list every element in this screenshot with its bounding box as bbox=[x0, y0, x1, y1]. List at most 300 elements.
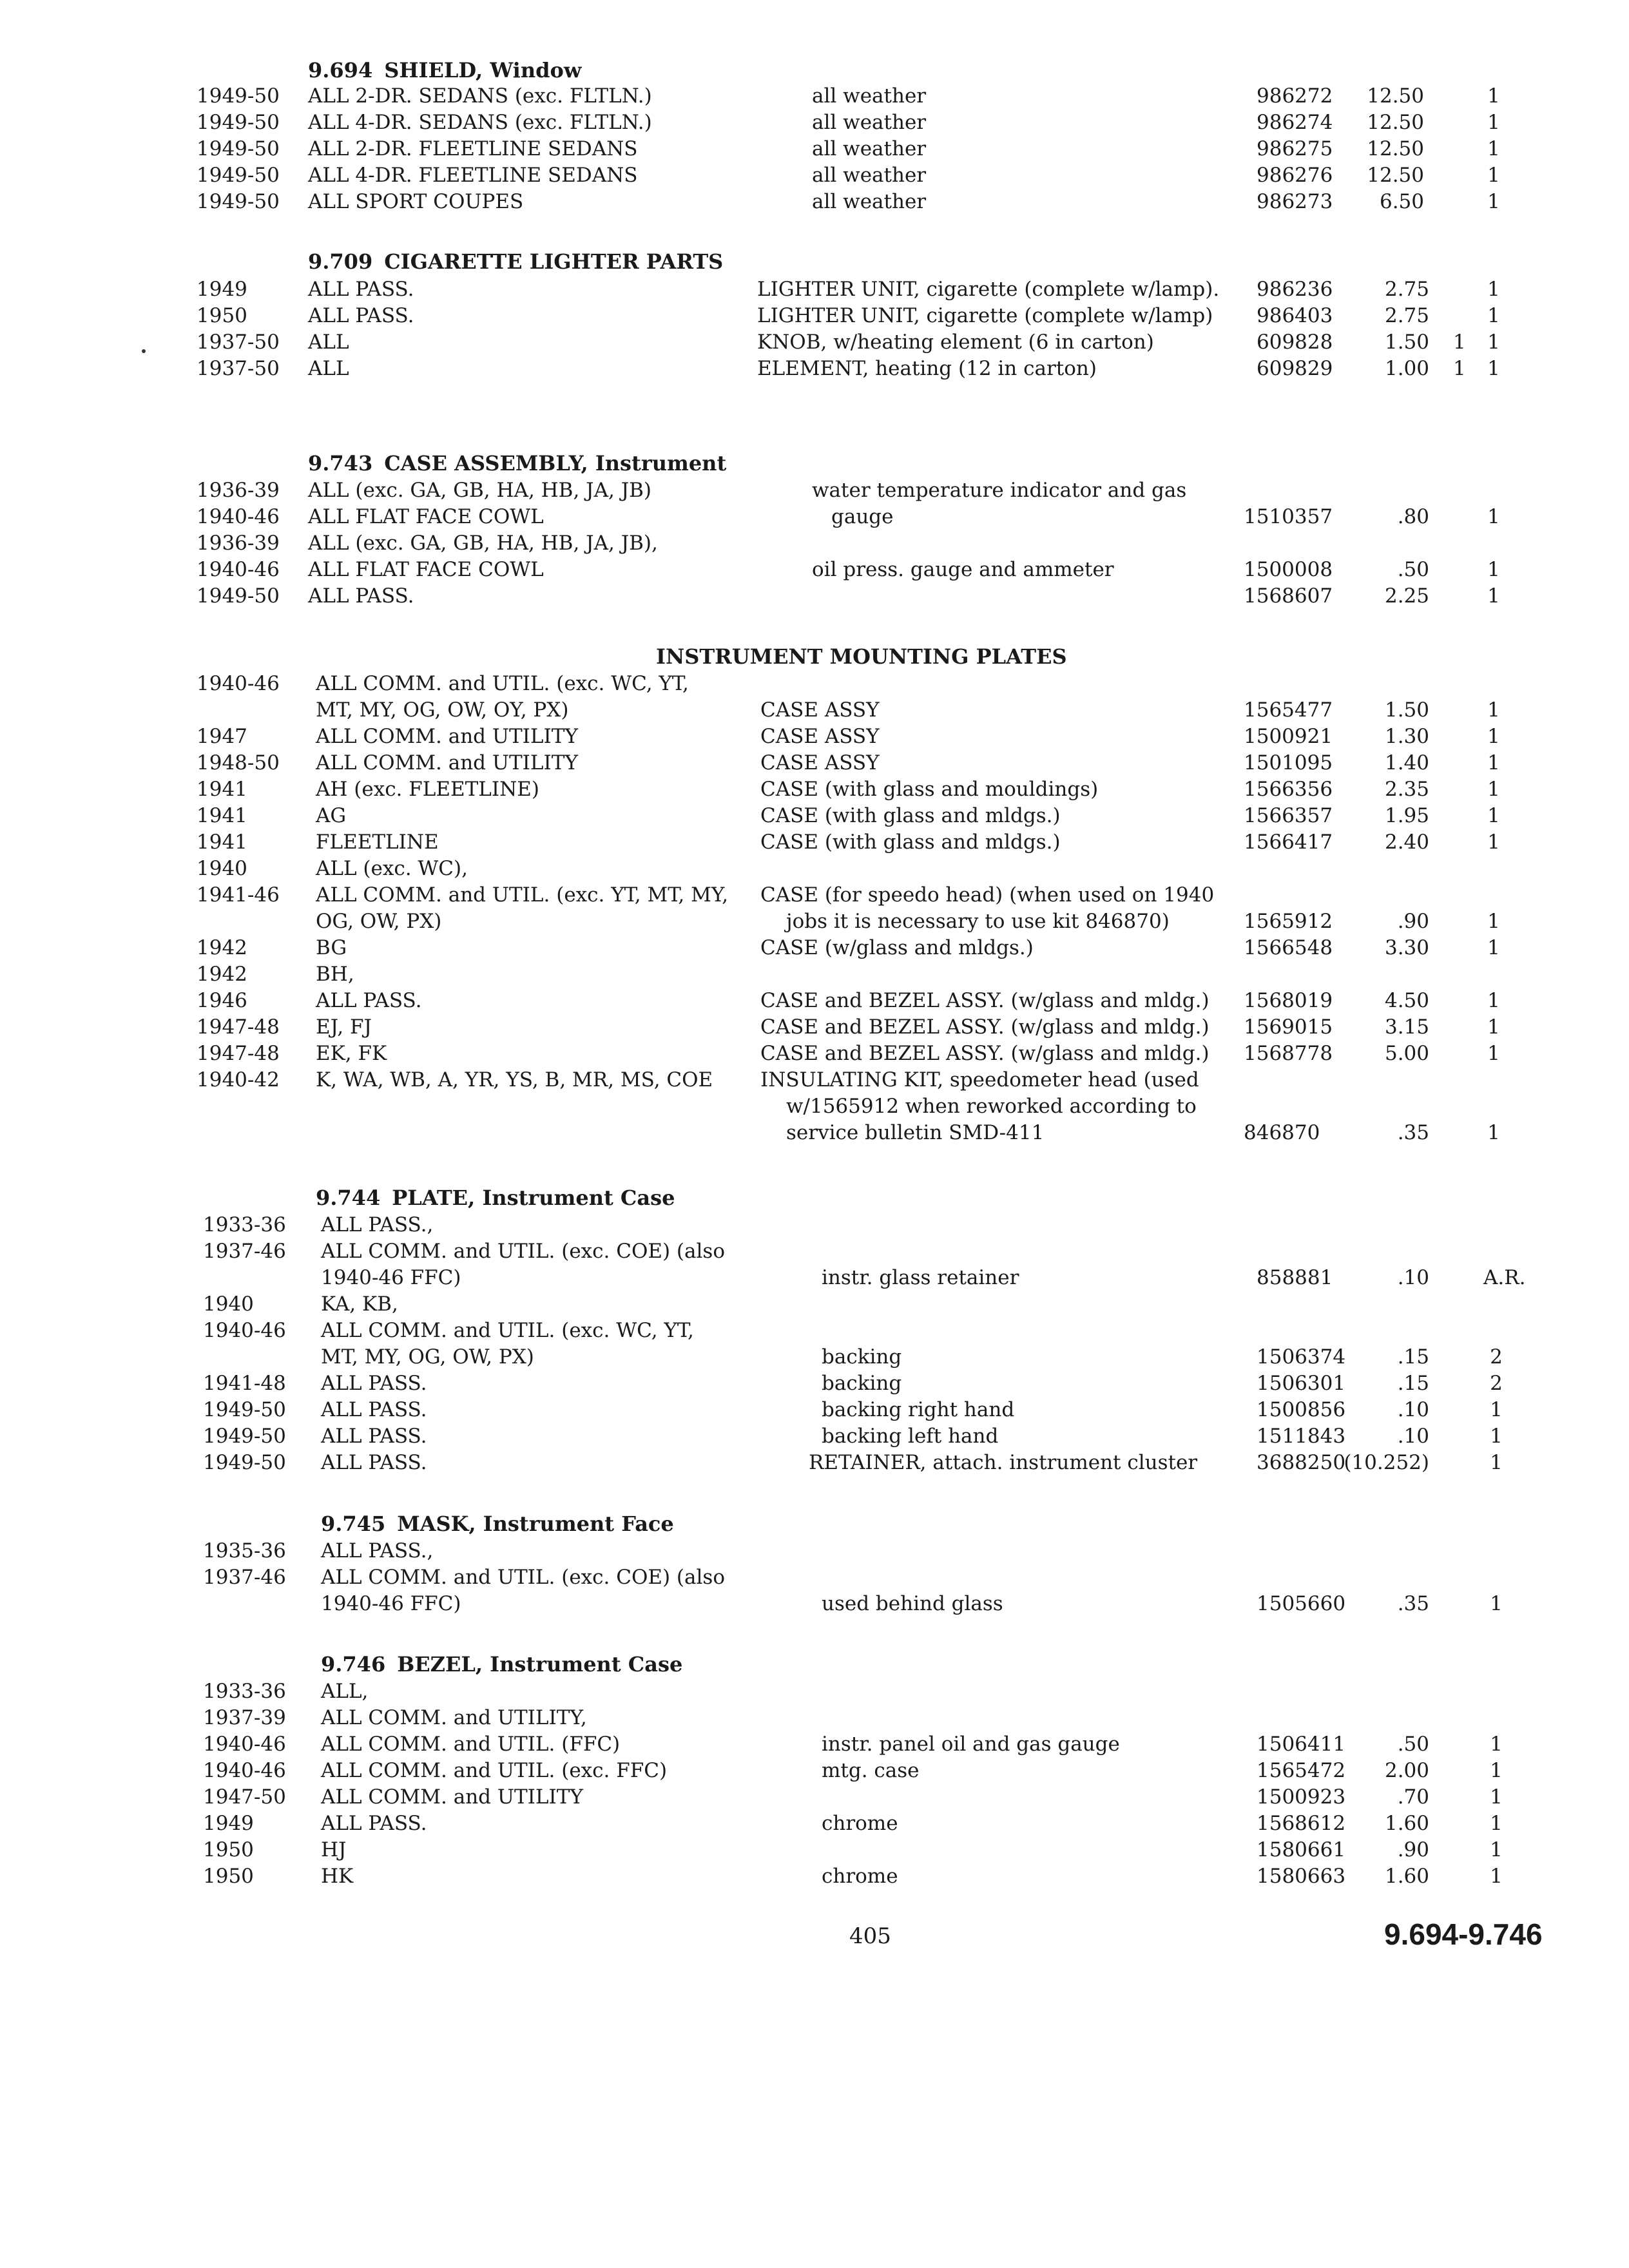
year-range: 1949-50 bbox=[203, 1398, 286, 1421]
list-price: 2.75 bbox=[1384, 278, 1429, 301]
part-number: 1506301 bbox=[1257, 1372, 1346, 1395]
application: ALL COMM. and UTIL. (exc. WC, YT, bbox=[321, 1319, 694, 1342]
parts-row bbox=[0, 477, 1629, 504]
quantity: 1 bbox=[1490, 1425, 1503, 1448]
parts-row bbox=[0, 302, 1629, 329]
year-range: 1946 bbox=[197, 989, 247, 1012]
parts-row bbox=[0, 1449, 1629, 1476]
part-number: 1505660 bbox=[1257, 1592, 1346, 1615]
parts-row bbox=[0, 1264, 1629, 1291]
parts-row bbox=[0, 556, 1629, 583]
list-price: .10 bbox=[1397, 1425, 1429, 1448]
year-range: 1937-46 bbox=[203, 1566, 286, 1589]
parts-row bbox=[0, 829, 1629, 856]
part-number: 1568612 bbox=[1257, 1812, 1346, 1835]
year-range: 1950 bbox=[203, 1838, 254, 1861]
description: water temperature indicator and gas bbox=[812, 479, 1187, 502]
quantity: 1 bbox=[1487, 751, 1500, 774]
list-price: .90 bbox=[1397, 910, 1429, 933]
application: ALL 4-DR. SEDANS (exc. FLTLN.) bbox=[308, 111, 652, 134]
list-price: 1.00 bbox=[1384, 357, 1429, 380]
description: backing left hand bbox=[822, 1425, 999, 1448]
list-price: 12.50 bbox=[1367, 84, 1424, 108]
parts-row bbox=[0, 582, 1629, 610]
list-price: 1.50 bbox=[1384, 698, 1429, 722]
description: INSULATING KIT, speedometer head (used bbox=[760, 1068, 1199, 1091]
parts-row bbox=[0, 1836, 1629, 1863]
application: ALL 4-DR. FLEETLINE SEDANS bbox=[308, 164, 638, 187]
parts-row bbox=[0, 881, 1629, 908]
list-price: 5.00 bbox=[1384, 1042, 1429, 1065]
section-heading bbox=[308, 249, 723, 274]
year-range: 1940-46 bbox=[203, 1733, 286, 1756]
part-number: 986273 bbox=[1257, 190, 1333, 213]
application: FLEETLINE bbox=[316, 831, 439, 854]
application: ALL COMM. and UTIL. (FFC) bbox=[321, 1733, 621, 1756]
part-number: 1500923 bbox=[1257, 1785, 1346, 1809]
section-title: PLATE, Instrument Case bbox=[392, 1186, 675, 1210]
year-range: 1948-50 bbox=[197, 751, 280, 774]
application: ALL PASS. bbox=[308, 584, 414, 608]
quantity: 2 bbox=[1490, 1372, 1503, 1395]
part-number: 986276 bbox=[1257, 164, 1333, 187]
description: instr. glass retainer bbox=[822, 1266, 1019, 1289]
application: ALL 2-DR. FLEETLINE SEDANS bbox=[308, 137, 638, 160]
quantity: 1 bbox=[1490, 1592, 1503, 1615]
parts-row bbox=[0, 530, 1629, 557]
part-number: 986275 bbox=[1257, 137, 1333, 160]
quantity: 1 bbox=[1487, 331, 1500, 354]
application: ALL COMM. and UTIL. (exc. WC, YT, bbox=[316, 672, 689, 695]
part-number: 986403 bbox=[1257, 304, 1333, 327]
part-number: 1566357 bbox=[1244, 804, 1333, 827]
year-range: 1942 bbox=[197, 963, 247, 986]
list-price: 2.40 bbox=[1384, 831, 1429, 854]
year-range: 1940-46 bbox=[197, 672, 280, 695]
quantity: 1 bbox=[1487, 190, 1500, 213]
parts-row bbox=[0, 1317, 1629, 1344]
parts-row bbox=[0, 355, 1629, 382]
quantity: 1 bbox=[1487, 304, 1500, 327]
quantity: 1 bbox=[1490, 1733, 1503, 1756]
quantity: 1 bbox=[1487, 725, 1500, 748]
section-heading bbox=[316, 1186, 675, 1210]
list-price: (10.252) bbox=[1344, 1451, 1429, 1474]
quantity: 1 bbox=[1487, 804, 1500, 827]
parts-row bbox=[0, 1423, 1629, 1450]
parts-row bbox=[0, 987, 1629, 1014]
application: ALL (exc. GA, GB, HA, HB, JA, JB), bbox=[308, 532, 658, 555]
application: 1940-46 FFC) bbox=[321, 1592, 461, 1615]
parts-row bbox=[0, 1537, 1629, 1564]
part-number: 1510357 bbox=[1244, 505, 1333, 528]
year-range: 1937-39 bbox=[203, 1706, 286, 1729]
year-range: 1949 bbox=[197, 278, 247, 301]
part-number: 1566356 bbox=[1244, 778, 1333, 801]
year-range: 1935-36 bbox=[203, 1539, 286, 1562]
parts-row bbox=[0, 723, 1629, 750]
application: ALL PASS. bbox=[321, 1425, 427, 1448]
parts-row bbox=[0, 1810, 1629, 1837]
year-range: 1940 bbox=[197, 857, 247, 880]
year-range: 1949-50 bbox=[197, 584, 280, 608]
description: jobs it is necessary to use kit 846870) bbox=[786, 910, 1170, 933]
parts-row bbox=[0, 961, 1629, 988]
list-price: 1.60 bbox=[1384, 1865, 1429, 1888]
year-range: 1947 bbox=[197, 725, 247, 748]
application: ALL SPORT COUPES bbox=[308, 190, 524, 213]
list-price: 6.50 bbox=[1379, 190, 1424, 213]
section-heading bbox=[308, 451, 726, 476]
quantity: 1 bbox=[1487, 1042, 1500, 1065]
list-price: .50 bbox=[1397, 558, 1429, 581]
description: CASE and BEZEL ASSY. (w/glass and mldg.) bbox=[760, 1042, 1210, 1065]
quantity: 1 bbox=[1487, 936, 1500, 959]
description: LIGHTER UNIT, cigarette (complete w/lamp) bbox=[757, 304, 1213, 327]
year-range: 1950 bbox=[197, 304, 247, 327]
description: mtg. case bbox=[822, 1759, 920, 1782]
section-title: SHIELD, Window bbox=[384, 58, 582, 82]
part-number: 1566548 bbox=[1244, 936, 1333, 959]
year-range: 1940-42 bbox=[197, 1068, 280, 1091]
year-range: 1949-50 bbox=[197, 84, 280, 108]
list-price: .90 bbox=[1397, 1838, 1429, 1861]
part-number: 609829 bbox=[1257, 357, 1333, 380]
parts-row bbox=[0, 109, 1629, 136]
list-price: 4.50 bbox=[1384, 989, 1429, 1012]
year-range: 1940-46 bbox=[197, 505, 280, 528]
quantity: 1 bbox=[1487, 1121, 1500, 1144]
year-range: 1940-46 bbox=[203, 1759, 286, 1782]
list-price: 2.00 bbox=[1384, 1759, 1429, 1782]
application: ALL PASS. bbox=[308, 304, 414, 327]
quantity: 1 bbox=[1487, 137, 1500, 160]
quantity: 1 bbox=[1490, 1865, 1503, 1888]
application: ALL COMM. and UTIL. (exc. COE) (also bbox=[321, 1566, 725, 1589]
part-number: 1569015 bbox=[1244, 1015, 1333, 1039]
part-number: 986272 bbox=[1257, 84, 1333, 108]
year-range: 1937-50 bbox=[197, 331, 280, 354]
application: BH, bbox=[316, 963, 354, 986]
application: ALL COMM. and UTILITY bbox=[321, 1785, 583, 1809]
section-heading bbox=[321, 1652, 682, 1677]
part-number: 1568778 bbox=[1244, 1042, 1333, 1065]
application: ALL PASS. bbox=[321, 1372, 427, 1395]
list-price: .70 bbox=[1397, 1785, 1429, 1809]
extra-qty: 1 bbox=[1453, 331, 1466, 354]
list-price: 3.15 bbox=[1384, 1015, 1429, 1039]
application: EJ, FJ bbox=[316, 1015, 372, 1039]
list-price: .80 bbox=[1397, 505, 1429, 528]
description: w/1565912 when reworked according to bbox=[786, 1095, 1197, 1118]
list-price: .10 bbox=[1397, 1398, 1429, 1421]
description: all weather bbox=[812, 111, 927, 134]
section-heading bbox=[656, 644, 1067, 669]
parts-row bbox=[0, 1590, 1629, 1617]
application: AH (exc. FLEETLINE) bbox=[316, 778, 539, 801]
part-number: 1565472 bbox=[1257, 1759, 1346, 1782]
application: 1940-46 FFC) bbox=[321, 1266, 461, 1289]
application: KA, KB, bbox=[321, 1293, 398, 1316]
parts-row bbox=[0, 329, 1629, 356]
description: CASE ASSY bbox=[760, 751, 880, 774]
application: ALL COMM. and UTIL. (exc. YT, MT, MY, bbox=[316, 883, 729, 907]
year-range: 1933-36 bbox=[203, 1680, 286, 1703]
list-price: 1.40 bbox=[1384, 751, 1429, 774]
description: chrome bbox=[822, 1812, 898, 1835]
application: ALL (exc. WC), bbox=[316, 857, 468, 880]
list-price: 12.50 bbox=[1367, 137, 1424, 160]
application: K, WA, WB, A, YR, YS, B, MR, MS, COE bbox=[316, 1068, 713, 1091]
part-number: 846870 bbox=[1244, 1121, 1320, 1144]
quantity: 2 bbox=[1490, 1345, 1503, 1369]
quantity: 1 bbox=[1487, 584, 1500, 608]
section-number: 9.744 bbox=[316, 1186, 381, 1210]
year-range: 1936-39 bbox=[197, 532, 280, 555]
section-heading bbox=[321, 1512, 674, 1536]
year-range: 1940-46 bbox=[203, 1319, 286, 1342]
year-range: 1947-50 bbox=[203, 1785, 286, 1809]
parts-row bbox=[0, 135, 1629, 162]
parts-row bbox=[0, 162, 1629, 189]
year-range: 1941-46 bbox=[197, 883, 280, 907]
quantity: 1 bbox=[1487, 278, 1500, 301]
section-number: 9.694 bbox=[308, 58, 373, 82]
parts-row bbox=[0, 1119, 1629, 1146]
application: HJ bbox=[321, 1838, 347, 1861]
parts-row bbox=[0, 1678, 1629, 1705]
application: ALL COMM. and UTIL. (exc. COE) (also bbox=[321, 1240, 725, 1263]
list-price: .15 bbox=[1397, 1345, 1429, 1369]
parts-row bbox=[0, 855, 1629, 882]
parts-row bbox=[0, 1014, 1629, 1041]
parts-row bbox=[0, 697, 1629, 724]
description: service bulletin SMD-411 bbox=[786, 1121, 1045, 1144]
quantity: 1 bbox=[1490, 1838, 1503, 1861]
year-range: 1940 bbox=[203, 1293, 254, 1316]
parts-row bbox=[0, 908, 1629, 935]
parts-row bbox=[0, 1757, 1629, 1784]
quantity: 1 bbox=[1490, 1759, 1503, 1782]
part-number: 1565477 bbox=[1244, 698, 1333, 722]
year-range: 1949-50 bbox=[197, 190, 280, 213]
quantity: 1 bbox=[1487, 831, 1500, 854]
description: CASE (with glass and mldgs.) bbox=[760, 831, 1061, 854]
year-range: 1949 bbox=[203, 1812, 254, 1835]
list-price: 1.30 bbox=[1384, 725, 1429, 748]
part-number: 1506374 bbox=[1257, 1345, 1346, 1369]
part-number: 1500921 bbox=[1244, 725, 1333, 748]
application: AG bbox=[316, 804, 347, 827]
parts-row bbox=[0, 934, 1629, 961]
application: MT, MY, OG, OW, PX) bbox=[321, 1345, 534, 1369]
list-price: 12.50 bbox=[1367, 164, 1424, 187]
year-range: 1949-50 bbox=[197, 164, 280, 187]
section-title: CIGARETTE LIGHTER PARTS bbox=[384, 249, 724, 274]
description: all weather bbox=[812, 190, 927, 213]
list-price: 1.50 bbox=[1384, 331, 1429, 354]
section-title: INSTRUMENT MOUNTING PLATES bbox=[656, 644, 1067, 669]
application: ALL PASS. bbox=[308, 278, 414, 301]
application: BG bbox=[316, 936, 347, 959]
parts-row bbox=[0, 1704, 1629, 1731]
section-number: 9.746 bbox=[321, 1652, 386, 1677]
application: ALL bbox=[308, 357, 349, 380]
list-price: .35 bbox=[1397, 1592, 1429, 1615]
parts-row bbox=[0, 1093, 1629, 1120]
section-number: 9.745 bbox=[321, 1512, 386, 1536]
application: ALL FLAT FACE COWL bbox=[308, 505, 544, 528]
year-range: 1941 bbox=[197, 831, 247, 854]
application: EK, FK bbox=[316, 1042, 387, 1065]
part-number: 1501095 bbox=[1244, 751, 1333, 774]
parts-row bbox=[0, 1343, 1629, 1370]
application: ALL COMM. and UTILITY bbox=[316, 725, 578, 748]
part-number: 986274 bbox=[1257, 111, 1333, 134]
quantity: 1 bbox=[1487, 84, 1500, 108]
parts-row bbox=[0, 1211, 1629, 1238]
parts-row bbox=[0, 1238, 1629, 1265]
description: CASE ASSY bbox=[760, 725, 880, 748]
year-range: 1941 bbox=[197, 778, 247, 801]
quantity: 1 bbox=[1490, 1451, 1503, 1474]
part-number: 3688250 bbox=[1257, 1451, 1346, 1474]
list-price: 2.35 bbox=[1384, 778, 1429, 801]
parts-row bbox=[0, 188, 1629, 215]
section-title: BEZEL, Instrument Case bbox=[397, 1652, 683, 1677]
description: backing bbox=[822, 1345, 902, 1369]
quantity: 1 bbox=[1490, 1785, 1503, 1809]
list-price: .35 bbox=[1397, 1121, 1429, 1144]
part-number: 1580661 bbox=[1257, 1838, 1346, 1861]
parts-row bbox=[0, 1040, 1629, 1067]
parts-row bbox=[0, 1370, 1629, 1397]
year-range: 1949-50 bbox=[203, 1425, 286, 1448]
list-price: .15 bbox=[1397, 1372, 1429, 1395]
parts-row bbox=[0, 1066, 1629, 1093]
part-number: 858881 bbox=[1257, 1266, 1333, 1289]
year-range: 1950 bbox=[203, 1865, 254, 1888]
year-range: 1937-50 bbox=[197, 357, 280, 380]
parts-row bbox=[0, 82, 1629, 110]
quantity: A.R. bbox=[1483, 1266, 1526, 1289]
parts-row bbox=[0, 276, 1629, 303]
year-range: 1949-50 bbox=[197, 111, 280, 134]
page-number: 405 bbox=[849, 1923, 891, 1949]
part-number: 1580663 bbox=[1257, 1865, 1346, 1888]
list-price: 1.60 bbox=[1384, 1812, 1429, 1835]
application: ALL, bbox=[321, 1680, 369, 1703]
list-price: .10 bbox=[1397, 1266, 1429, 1289]
description: CASE (w/glass and mldgs.) bbox=[760, 936, 1034, 959]
application: ALL PASS., bbox=[321, 1213, 434, 1236]
description: gauge bbox=[831, 505, 894, 528]
description: all weather bbox=[812, 84, 927, 108]
application: ALL (exc. GA, GB, HA, HB, JA, JB) bbox=[308, 479, 651, 502]
part-number: 1511843 bbox=[1257, 1425, 1346, 1448]
parts-row bbox=[0, 1291, 1629, 1318]
year-range: 1947-48 bbox=[197, 1042, 280, 1065]
parts-row bbox=[0, 1731, 1629, 1758]
description: backing bbox=[822, 1372, 902, 1395]
application: ALL bbox=[308, 331, 349, 354]
year-range: 1940-46 bbox=[197, 558, 280, 581]
extra-qty: 1 bbox=[1453, 357, 1466, 380]
description: CASE (with glass and mouldings) bbox=[760, 778, 1099, 801]
part-number: 1500856 bbox=[1257, 1398, 1346, 1421]
year-range: 1949-50 bbox=[197, 137, 280, 160]
application: ALL PASS. bbox=[321, 1451, 427, 1474]
part-number: 1500008 bbox=[1244, 558, 1333, 581]
year-range: 1949-50 bbox=[203, 1451, 286, 1474]
section-heading bbox=[308, 58, 581, 82]
quantity: 1 bbox=[1487, 558, 1500, 581]
section-range: 9.694-9.746 bbox=[1384, 1917, 1543, 1951]
list-price: 3.30 bbox=[1384, 936, 1429, 959]
application: ALL PASS. bbox=[321, 1812, 427, 1835]
quantity: 1 bbox=[1487, 778, 1500, 801]
quantity: 1 bbox=[1487, 698, 1500, 722]
description: chrome bbox=[822, 1865, 898, 1888]
description: backing right hand bbox=[822, 1398, 1015, 1421]
application: ALL COMM. and UTILITY bbox=[316, 751, 578, 774]
part-number: 609828 bbox=[1257, 331, 1333, 354]
application: ALL COMM. and UTIL. (exc. FFC) bbox=[321, 1759, 668, 1782]
quantity: 1 bbox=[1487, 910, 1500, 933]
quantity: 1 bbox=[1487, 164, 1500, 187]
application: ALL PASS. bbox=[321, 1398, 427, 1421]
list-price: 12.50 bbox=[1367, 111, 1424, 134]
quantity: 1 bbox=[1490, 1398, 1503, 1421]
quantity: 1 bbox=[1487, 357, 1500, 380]
section-title: MASK, Instrument Face bbox=[397, 1512, 674, 1536]
parts-row bbox=[0, 802, 1629, 829]
year-range: 1942 bbox=[197, 936, 247, 959]
list-price: .50 bbox=[1397, 1733, 1429, 1756]
parts-row bbox=[0, 749, 1629, 776]
application: ALL FLAT FACE COWL bbox=[308, 558, 544, 581]
description: RETAINER, attach. instrument cluster bbox=[809, 1451, 1198, 1474]
section-title: CASE ASSEMBLY, Instrument bbox=[384, 451, 727, 476]
parts-row bbox=[0, 1564, 1629, 1591]
margin-speck bbox=[142, 349, 146, 353]
description: all weather bbox=[812, 137, 927, 160]
description: CASE ASSY bbox=[760, 698, 880, 722]
part-number: 986236 bbox=[1257, 278, 1333, 301]
description: CASE and BEZEL ASSY. (w/glass and mldg.) bbox=[760, 1015, 1210, 1039]
application: OG, OW, PX) bbox=[316, 910, 442, 933]
parts-row bbox=[0, 1783, 1629, 1811]
year-range: 1937-46 bbox=[203, 1240, 286, 1263]
quantity: 1 bbox=[1487, 111, 1500, 134]
part-number: 1566417 bbox=[1244, 831, 1333, 854]
quantity: 1 bbox=[1487, 1015, 1500, 1039]
section-number: 9.709 bbox=[308, 249, 373, 274]
list-price: 2.25 bbox=[1384, 584, 1429, 608]
application: ALL PASS. bbox=[316, 989, 422, 1012]
application: HK bbox=[321, 1865, 354, 1888]
description: LIGHTER UNIT, cigarette (complete w/lamp). bbox=[757, 278, 1220, 301]
description: instr. panel oil and gas gauge bbox=[822, 1733, 1120, 1756]
part-number: 1568019 bbox=[1244, 989, 1333, 1012]
year-range: 1936-39 bbox=[197, 479, 280, 502]
application: ALL 2-DR. SEDANS (exc. FLTLN.) bbox=[308, 84, 652, 108]
part-number: 1568607 bbox=[1244, 584, 1333, 608]
parts-row bbox=[0, 670, 1629, 697]
year-range: 1941 bbox=[197, 804, 247, 827]
list-price: 2.75 bbox=[1384, 304, 1429, 327]
quantity: 1 bbox=[1487, 505, 1500, 528]
